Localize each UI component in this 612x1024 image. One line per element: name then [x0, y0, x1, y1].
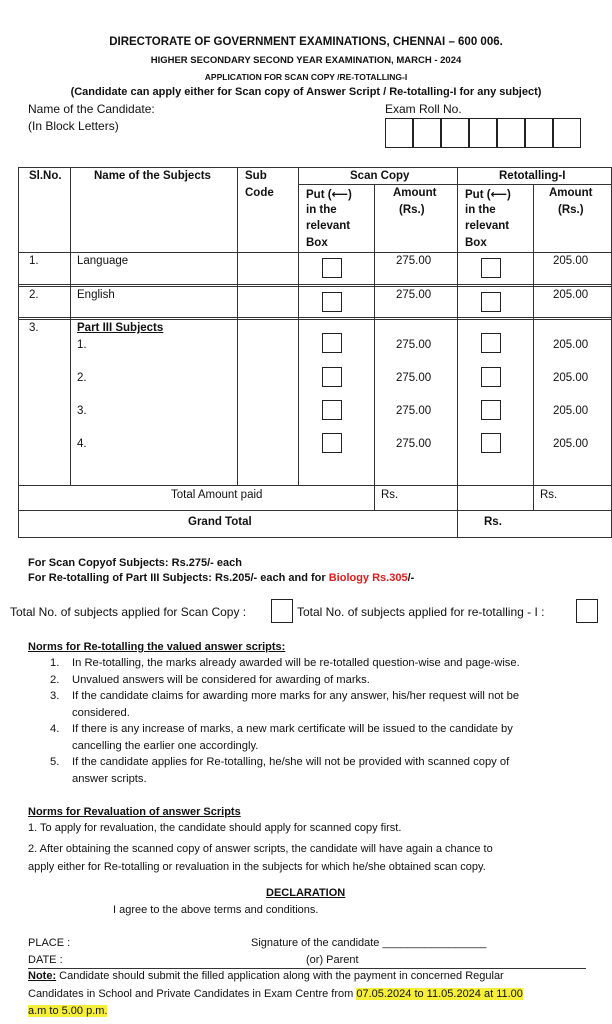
retot-amount: 205.00: [553, 255, 589, 267]
list-number: 4.: [50, 723, 60, 735]
scan-count-box[interactable]: [271, 599, 293, 623]
retotalling-checkbox[interactable]: [481, 367, 501, 387]
scan-amount: 275.00: [396, 339, 432, 351]
retot-amount: 205.00: [553, 289, 589, 301]
candidate-name-label: Name of the Candidate:: [28, 102, 155, 116]
note-line-1: Note: Candidate should submit the filled application along with the payment in concerned Regular: [28, 970, 504, 982]
roll-digit-box[interactable]: [385, 118, 413, 148]
scan-copy-checkbox[interactable]: [322, 258, 342, 278]
total-retot-rs: Rs.: [540, 489, 558, 501]
retot-fee-note: For Re-totalling of Part III Subjects: Rs.205/- each and for Biology Rs.305/-: [28, 572, 415, 584]
row-subject: English: [77, 289, 115, 301]
block-letters-note: (In Block Letters): [28, 119, 119, 133]
header-put-retot-2: in the: [465, 204, 496, 216]
header-amount-retot: Amount: [549, 187, 593, 199]
note-line-3: [28, 1005, 107, 1017]
note-label: Note:: [28, 970, 57, 982]
retot-count-label: Total No. of subjects applied for re-totalling - I :: [297, 605, 545, 619]
row-number: 3.: [77, 405, 87, 417]
date-label: DATE :: [28, 954, 63, 966]
scan-amount: 275.00: [396, 289, 432, 301]
row-number: 2.: [29, 289, 39, 301]
header-retotalling: Retotalling-I: [499, 170, 566, 182]
scan-amount: 275.00: [396, 255, 432, 267]
scan-copy-checkbox[interactable]: [322, 292, 342, 312]
signature-label: Signature of the candidate _________________: [251, 937, 487, 949]
retot-amount: 205.00: [553, 438, 589, 450]
roll-digit-box[interactable]: [525, 118, 553, 148]
retot-norms-title: Norms for Re-totalling the valued answer scripts:: [28, 641, 286, 653]
header-sub: Sub: [245, 170, 267, 182]
header-put-retot: Put (⟵): [465, 189, 511, 201]
note-dates-highlight: 07.05.2024 to 11.05.2024 at 11.00: [356, 988, 523, 1000]
scan-copy-checkbox[interactable]: [322, 400, 342, 420]
declaration-text: I agree to the above terms and conditions.: [113, 904, 319, 916]
parent-label: (or) Parent: [306, 954, 359, 966]
roll-digit-box[interactable]: [497, 118, 525, 148]
list-item-cont: answer scripts.: [72, 772, 147, 785]
part-three-heading: Part III Subjects: [77, 322, 164, 334]
reval-norms-title: Norms for Revaluation of answer Scripts: [28, 806, 241, 818]
header-slno: Sl.No.: [29, 170, 62, 182]
reval-item-2-cont: apply either for Re-totalling or revaluation in the subjects for which he/she obtained scan copy.: [28, 861, 486, 873]
scan-amount: 275.00: [396, 372, 432, 384]
retot-amount: 205.00: [553, 405, 589, 417]
list-item: Unvalued answers will be considered for awarding of marks.: [72, 673, 370, 686]
header-put-scan-3: relevant: [306, 220, 351, 232]
row-number: 1.: [29, 255, 39, 267]
row-number: 3.: [29, 322, 39, 334]
declaration-title: DECLARATION: [266, 887, 346, 899]
row-subject: Language: [77, 255, 129, 267]
retot-count-box[interactable]: [576, 599, 598, 623]
scan-amount: 275.00: [396, 438, 432, 450]
row-number: 1.: [77, 339, 87, 351]
grand-total-rs: Rs.: [484, 516, 502, 528]
scan-copy-checkbox[interactable]: [322, 433, 342, 453]
retotalling-checkbox[interactable]: [481, 400, 501, 420]
header-exam: HIGHER SECONDARY SECOND YEAR EXAMINATION, MARCH - 2024: [150, 55, 462, 66]
header-title: DIRECTORATE OF GOVERNMENT EXAMINATIONS, CHENNAI – 600 006.: [109, 36, 503, 48]
list-number: 5.: [50, 756, 60, 768]
header-scan-copy: Scan Copy: [350, 170, 410, 182]
row-number: 4.: [77, 438, 87, 450]
list-item: If the candidate applies for Re-totalling, he/she will not be provided with scanned copy of: [72, 756, 510, 768]
grand-total-label: Grand Total: [188, 516, 252, 528]
header-amount-scan: Amount: [393, 187, 437, 199]
header-put-scan-4: Box: [306, 237, 328, 249]
total-scan-rs: Rs.: [381, 489, 399, 501]
header-rs-scan: (Rs.): [399, 204, 425, 216]
roll-digit-box[interactable]: [441, 118, 469, 148]
header-code: Code: [245, 187, 274, 199]
retotalling-checkbox[interactable]: [481, 292, 501, 312]
header-application: APPLICATION FOR SCAN COPY /RE-TOTALLING-I: [204, 72, 408, 82]
reval-item-1: 1. To apply for revaluation, the candidate should apply for scanned copy first.: [28, 822, 402, 834]
scan-fee-note: For Scan Copyof Subjects: Rs.275/- each: [28, 557, 242, 569]
biology-fee: Biology Rs.305: [328, 572, 408, 584]
roll-no-label: Exam Roll No.: [385, 102, 462, 116]
list-item: If the candidate claims for awarding more marks for any answer, his/her request will not be: [72, 690, 520, 702]
header-put-retot-3: relevant: [465, 220, 510, 232]
retot-amount: 205.00: [553, 372, 589, 384]
list-number: 2.: [50, 673, 60, 686]
note-time-highlight: a.m to 5.00 p.m.: [28, 1005, 108, 1017]
retotalling-checkbox[interactable]: [481, 333, 501, 353]
list-number: 1.: [50, 657, 60, 669]
header-subject: Name of the Subjects: [94, 170, 211, 182]
list-item-cont: considered.: [72, 706, 130, 719]
total-amount-label: Total Amount paid: [171, 489, 263, 501]
header-put-scan-2: in the: [306, 204, 337, 216]
list-number: 3.: [50, 690, 60, 702]
place-label: PLACE :: [28, 937, 71, 949]
row-number: 2.: [77, 372, 87, 384]
header-instruction: (Candidate can apply either for Scan copy of Answer Script / Re-totalling-I for any subject): [70, 86, 542, 98]
scan-copy-checkbox[interactable]: [322, 367, 342, 387]
list-item-cont: cancelling the earlier one accordingly.: [72, 739, 259, 752]
roll-digit-box[interactable]: [469, 118, 497, 148]
roll-digit-box[interactable]: [553, 118, 581, 148]
scan-copy-checkbox[interactable]: [322, 333, 342, 353]
header-put-scan: Put (⟵): [306, 189, 352, 201]
note-line-2: Candidates in School and Private Candidates in Exam Centre from 07.05.2024 to 11.05.2024 at 11.00: [28, 988, 523, 1000]
reval-item-2: 2. After obtaining the scanned copy of answer scripts, the candidate will have again a chance to: [28, 843, 493, 855]
list-item: If there is any increase of marks, a new mark certificate will be issued to the candidate by: [72, 723, 513, 735]
retot-amount: 205.00: [553, 339, 589, 351]
retotalling-checkbox[interactable]: [481, 258, 501, 278]
scan-count-label: Total No. of subjects applied for Scan Copy :: [10, 605, 247, 619]
list-item: In Re-totalling, the marks already awarded will be re-totalled question-wise and page-wise.: [72, 657, 520, 669]
scan-amount: 275.00: [396, 405, 432, 417]
header-rs-retot: (Rs.): [558, 204, 584, 216]
retot-norms-list: [50, 655, 600, 785]
header-put-retot-4: Box: [465, 237, 487, 249]
roll-digit-box[interactable]: [413, 118, 441, 148]
retotalling-checkbox[interactable]: [481, 433, 501, 453]
